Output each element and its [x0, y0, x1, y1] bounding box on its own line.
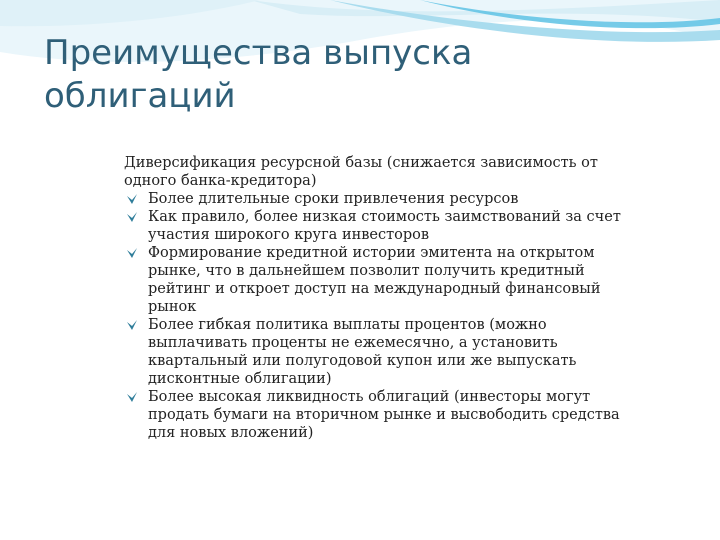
list-item-text: Как правило, более низкая стоимость заимствований за счет участия широкого круга инвесторов	[148, 209, 621, 243]
list-item	[124, 316, 644, 388]
slide-title: Преимущества выпуска облигаций	[44, 33, 473, 116]
list-item	[124, 208, 644, 244]
checkmark-bullet-icon	[126, 319, 138, 331]
advantages-list	[124, 190, 644, 442]
checkmark-bullet-icon	[126, 211, 138, 223]
intro-paragraph: Диверсификация ресурсной базы (снижается зависимость от одного банка-кредитора)	[124, 155, 598, 189]
checkmark-bullet-icon	[126, 193, 138, 205]
list-item-text: Более длительные сроки привлечения ресурсов	[148, 191, 519, 207]
slide-body	[124, 154, 644, 442]
list-item-text: Более высокая ликвидность облигаций (инвесторы могут продать бумаги на вторичном рынке и высвободить средства для новых вложений)	[148, 389, 620, 441]
list-item-text: Более гибкая политика выплаты процентов (можно выплачивать проценты не ежемесячно, а установить квартальный или полугодовой купон или же выпускать дисконтные облигации)	[148, 317, 577, 387]
checkmark-bullet-icon	[126, 391, 138, 403]
checkmark-bullet-icon	[126, 247, 138, 259]
list-item	[124, 244, 644, 316]
list-item	[124, 190, 644, 208]
list-item-text: Формирование кредитной истории эмитента на открытом рынке, что в дальнейшем позволит получить кредитный рейтинг и откроет доступ на международный финансовый рынок	[148, 245, 601, 315]
list-item	[124, 388, 644, 442]
